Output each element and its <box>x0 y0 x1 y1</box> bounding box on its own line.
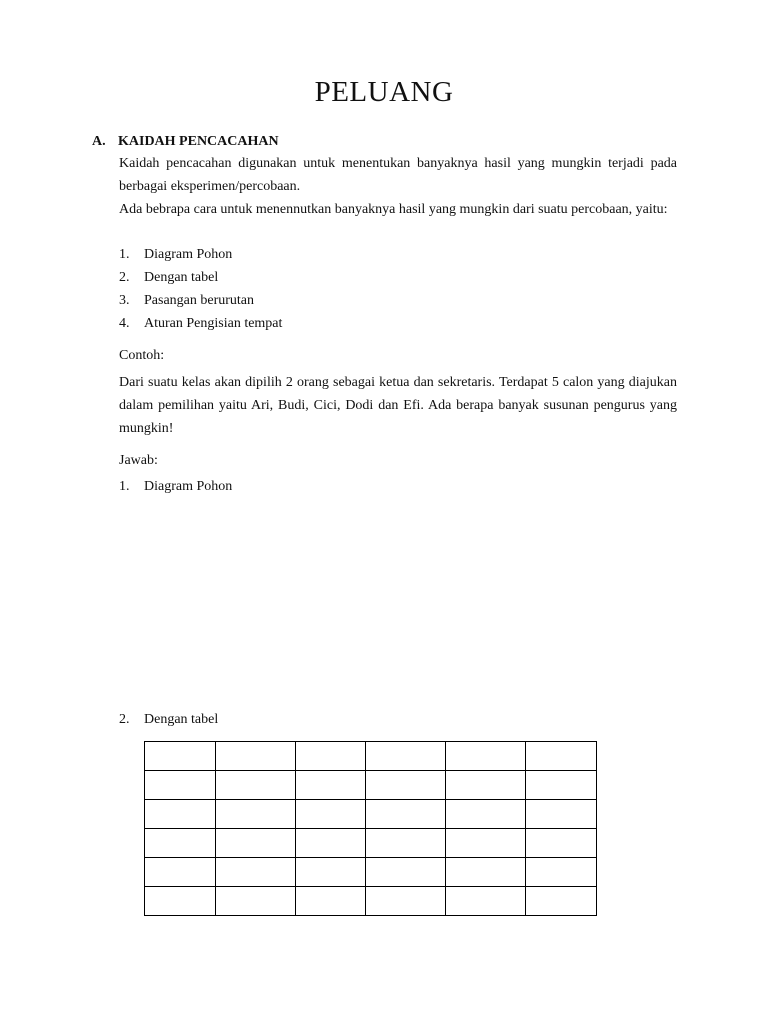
table-row <box>145 887 597 916</box>
table-cell <box>446 858 526 887</box>
table-row <box>145 742 597 771</box>
list-item <box>119 289 677 312</box>
example-label: Contoh: <box>119 348 165 363</box>
list-number: 1. <box>119 247 130 262</box>
table-row <box>145 829 597 858</box>
table-cell <box>296 829 366 858</box>
step-number: 2. <box>119 712 130 727</box>
step-label: Diagram Pohon <box>144 479 233 494</box>
table-cell <box>216 771 296 800</box>
list-item <box>119 312 677 335</box>
list-number: 2. <box>119 270 130 285</box>
table-cell <box>446 771 526 800</box>
table-cell <box>145 887 216 916</box>
step-number: 1. <box>119 479 130 494</box>
blank-table <box>144 741 597 916</box>
list-item <box>119 266 677 289</box>
table-cell <box>216 742 296 771</box>
list-label: Diagram Pohon <box>144 247 233 262</box>
table-cell <box>216 887 296 916</box>
table-cell <box>526 800 597 829</box>
answer-step-2 <box>119 708 677 731</box>
table-row <box>145 771 597 800</box>
table-cell <box>145 742 216 771</box>
table-cell <box>296 742 366 771</box>
table-row <box>145 800 597 829</box>
table-cell <box>366 742 446 771</box>
table-cell <box>145 829 216 858</box>
table-cell <box>296 887 366 916</box>
list-number: 4. <box>119 316 130 331</box>
table-cell <box>216 800 296 829</box>
table-cell <box>446 829 526 858</box>
table-cell <box>526 742 597 771</box>
table-cell <box>145 771 216 800</box>
section-heading <box>92 134 279 150</box>
list-label: Dengan tabel <box>144 270 219 285</box>
table-cell <box>296 858 366 887</box>
table-cell <box>446 742 526 771</box>
answer-step-1 <box>119 475 677 498</box>
list-number: 3. <box>119 293 130 308</box>
page-title: PELUANG <box>314 76 454 108</box>
table-cell <box>145 858 216 887</box>
table-cell <box>145 800 216 829</box>
table-cell <box>526 829 597 858</box>
table-cell <box>366 771 446 800</box>
table-cell <box>366 858 446 887</box>
table-cell <box>216 829 296 858</box>
table-cell <box>296 771 366 800</box>
table-cell <box>446 800 526 829</box>
methods-list <box>119 243 677 335</box>
answer-label: Jawab: <box>119 453 158 468</box>
step-label: Dengan tabel <box>144 712 219 727</box>
table-cell <box>366 829 446 858</box>
example-problem: Dari suatu kelas akan dipilih 2 orang sebagai ketua dan sekretaris. Terdapat 5 calon yang diajukan dalam pemilihan yaitu Ari, Budi, Cici, Dodi dan Efi. Ada berapa banyak susunan pengurus yang mungkin! <box>119 375 677 436</box>
intro-paragraph-1: Kaidah pencacahan digunakan untuk menentukan banyaknya hasil yang mungkin terjadi pada berbagai eksperimen/percobaan. <box>119 156 677 194</box>
table-cell <box>366 887 446 916</box>
table-cell <box>296 800 366 829</box>
table-cell <box>366 800 446 829</box>
list-label: Aturan Pengisian tempat <box>144 316 283 331</box>
table-cell <box>526 858 597 887</box>
table-row <box>145 858 597 887</box>
section-letter: A. <box>92 134 106 149</box>
list-item <box>119 243 677 266</box>
section-title: KAIDAH PENCACAHAN <box>118 134 279 149</box>
table-cell <box>526 887 597 916</box>
list-label: Pasangan berurutan <box>144 293 255 308</box>
table-cell <box>216 858 296 887</box>
table-cell <box>526 771 597 800</box>
intro-paragraph-2: Ada bebrapa cara untuk menennutkan banyaknya hasil yang mungkin dari suatu percobaan, yaitu: <box>119 202 668 217</box>
table-cell <box>446 887 526 916</box>
